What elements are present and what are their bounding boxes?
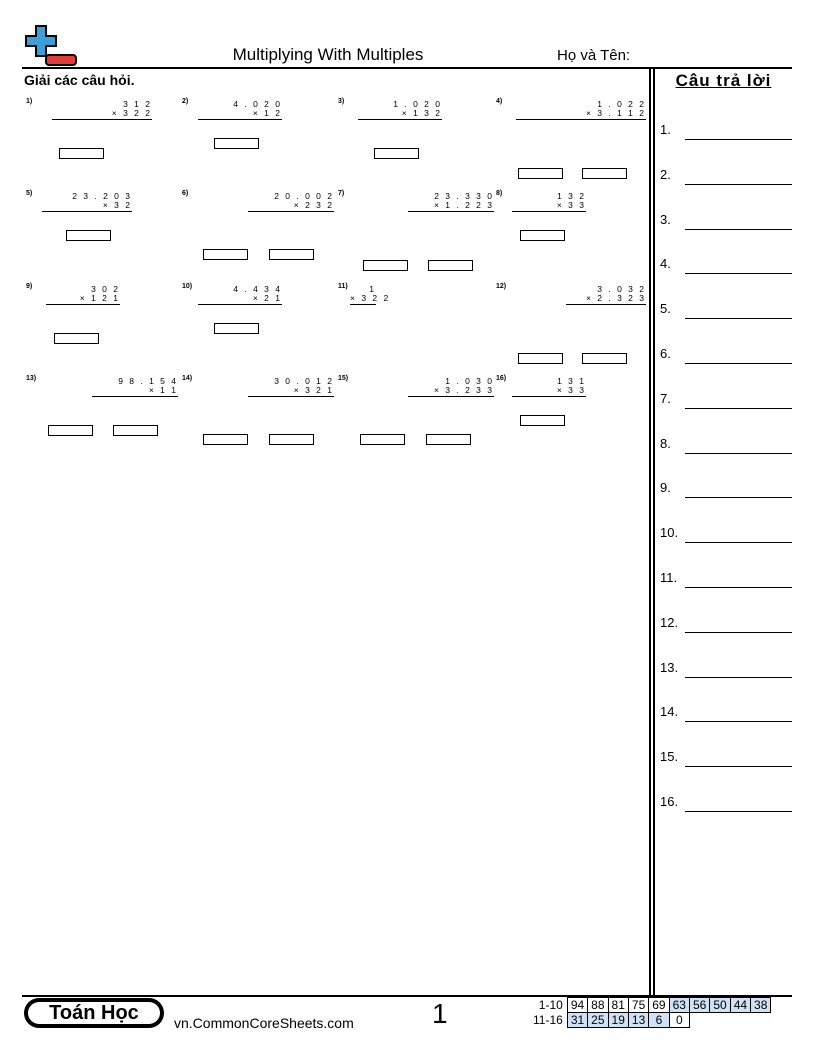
problem (182, 98, 332, 178)
multiplier: × 1 2 1 (46, 293, 120, 305)
multiplier: × 1 2 (198, 108, 282, 120)
answer-number: 5. (660, 301, 671, 317)
work-box[interactable] (428, 260, 473, 271)
score-cell: 0 (669, 1013, 689, 1028)
answer-row (660, 210, 792, 230)
problem (26, 375, 176, 455)
answer-row (660, 702, 792, 722)
multiplicand: 3 0 2 (91, 284, 120, 294)
answer-blank[interactable] (685, 453, 792, 454)
problem-number: 13) (26, 375, 37, 382)
answer-number: 4. (660, 256, 671, 272)
work-box[interactable] (582, 353, 627, 364)
answer-blank[interactable] (685, 184, 792, 185)
multiplicand: 2 3 . 3 3 0 (434, 191, 494, 201)
multiplicand: 2 3 . 2 0 3 (72, 191, 132, 201)
answer-row (660, 523, 792, 543)
multiplicand: 3 0 . 0 1 2 (274, 376, 334, 386)
score-cell: 50 (710, 998, 730, 1013)
answer-blank[interactable] (685, 677, 792, 678)
problem (496, 283, 646, 363)
problem-number: 12) (496, 283, 507, 290)
top-divider (22, 67, 792, 69)
multiplier: × 1 1 (92, 385, 178, 397)
multiplier: × 3 3 (512, 385, 586, 397)
multiplicand: 2 0 . 0 0 2 (274, 191, 334, 201)
answer-number: 2. (660, 166, 671, 182)
multiplicand: 3 1 2 (123, 99, 152, 109)
work-box[interactable] (582, 168, 627, 179)
score-cell: 75 (628, 998, 648, 1013)
multiplier: × 3 3 (512, 200, 586, 212)
work-box[interactable] (54, 333, 99, 344)
problem-number: 4) (496, 98, 503, 105)
multiplier: × 2 . 3 2 3 (566, 293, 646, 305)
problem (338, 375, 494, 455)
answer-number: 14. (660, 704, 679, 720)
answer-number: 9. (660, 480, 671, 496)
column-divider (653, 69, 655, 996)
work-box[interactable] (269, 249, 314, 260)
problem-number: 15) (338, 375, 349, 382)
multiplier: × 2 1 (198, 293, 282, 305)
answer-blank[interactable] (685, 408, 792, 409)
column-divider (649, 69, 651, 996)
work-box[interactable] (203, 249, 248, 260)
multiplier: × 3 2 1 (248, 385, 334, 397)
answer-row (660, 389, 792, 409)
problem (182, 283, 332, 363)
answer-blank[interactable] (685, 497, 792, 498)
problem-number: 14) (182, 375, 193, 382)
multiplicand: 1 . 0 3 0 (445, 376, 494, 386)
work-box[interactable] (518, 168, 563, 179)
multiplicand: 4 . 0 2 0 (233, 99, 282, 109)
problem (338, 283, 488, 363)
score-cell: 31 (567, 1013, 587, 1028)
answer-blank[interactable] (685, 273, 792, 274)
score-cell: 44 (730, 998, 750, 1013)
problem-number: 7) (338, 190, 345, 197)
work-box[interactable] (374, 148, 419, 159)
multiplicand: 4 . 4 3 4 (233, 284, 282, 294)
score-cell: 56 (689, 998, 709, 1013)
answer-blank[interactable] (685, 811, 792, 812)
problem-number: 8) (496, 190, 503, 197)
multiplier: × 2 3 2 (248, 200, 334, 212)
answer-number: 13. (660, 659, 679, 675)
problem-number: 2) (182, 98, 189, 105)
multiplicand: 1 . 0 2 2 (597, 99, 646, 109)
instructions: Giải các câu hỏi. (24, 72, 135, 88)
answer-number: 6. (660, 346, 671, 361)
answer-blank[interactable] (685, 363, 792, 364)
answer-row (660, 613, 792, 633)
multiplicand: 3 . 0 3 2 (597, 284, 646, 294)
answer-row (660, 254, 792, 274)
problem-number: 9) (26, 283, 33, 290)
multiplier: × 1 3 2 (358, 108, 442, 120)
score-cell: 81 (608, 998, 628, 1013)
work-box[interactable] (360, 434, 405, 445)
score-cell: 6 (649, 1013, 669, 1028)
brand-label: Toán Học (28, 1002, 160, 1024)
problem (26, 190, 176, 270)
multiplicand: 1 3 2 (557, 191, 586, 201)
work-box[interactable] (426, 434, 471, 445)
problem-number: 16) (496, 375, 507, 382)
multiplicand: 9 8 . 1 5 4 (118, 376, 178, 386)
answer-number: 16. (660, 794, 679, 809)
answer-number: 8. (660, 435, 671, 451)
score-row-label: 11-16 (533, 1013, 563, 1027)
answer-number: 1. (660, 122, 671, 137)
problem (496, 98, 646, 178)
problem-number: 11) (338, 283, 348, 290)
work-box[interactable] (48, 425, 93, 436)
multiplier: × 3 2 2 (52, 108, 152, 120)
answer-blank[interactable] (685, 632, 792, 633)
multiplicand: 1 3 1 (557, 376, 586, 386)
answer-row (660, 478, 792, 498)
score-cell: 25 (588, 1013, 608, 1028)
answer-blank[interactable] (685, 229, 792, 230)
multiplier: × 3 2 2 (350, 293, 391, 303)
work-box[interactable] (59, 148, 104, 159)
multiplicand: 1 . 0 2 0 (393, 99, 442, 109)
problem (338, 190, 494, 270)
work-box[interactable] (518, 353, 563, 364)
answer-blank[interactable] (685, 542, 792, 543)
page-title: Multiplying With Multiples (232, 45, 424, 64)
multiplier: × 3 2 (42, 200, 132, 212)
work-box[interactable] (520, 230, 565, 241)
answer-blank[interactable] (685, 318, 792, 319)
problem (182, 375, 332, 455)
score-cell: 94 (567, 998, 587, 1013)
problem (496, 375, 646, 455)
answer-number: 3. (660, 211, 671, 227)
answer-row (660, 434, 792, 454)
score-cell: 38 (751, 998, 771, 1013)
work-box[interactable] (66, 230, 111, 241)
score-cell: 69 (649, 998, 669, 1013)
answer-row (660, 568, 792, 588)
work-box[interactable] (520, 415, 565, 426)
multiplicand: 1 (369, 284, 376, 294)
answer-row (660, 299, 792, 319)
answer-number: 15. (660, 749, 679, 765)
score-cell: 13 (628, 1013, 648, 1028)
problem-number: 6) (182, 190, 189, 197)
score-cell: 88 (588, 998, 608, 1013)
answer-number: 7. (660, 390, 671, 406)
multiplier: × 3 . 1 1 2 (516, 108, 646, 120)
answer-blank[interactable] (685, 721, 792, 722)
score-table (530, 997, 771, 1028)
work-box[interactable] (203, 434, 248, 445)
score-row (530, 998, 771, 1013)
page-number: 1 (432, 998, 448, 1029)
answer-blank[interactable] (685, 139, 792, 140)
answer-blank[interactable] (685, 587, 792, 588)
work-box[interactable] (113, 425, 158, 436)
name-label: Họ và Tên: (557, 47, 631, 64)
score-row (530, 1013, 771, 1028)
answer-number: 10. (660, 525, 679, 541)
brand-badge (24, 998, 164, 1028)
work-box[interactable] (214, 323, 259, 334)
work-box[interactable] (269, 434, 314, 445)
answer-number: 11. (660, 570, 678, 585)
answer-blank[interactable] (685, 766, 792, 767)
answer-number: 12. (660, 614, 679, 630)
score-cell: 63 (669, 998, 689, 1013)
score-row-label: 1-10 (538, 998, 563, 1012)
score-cell: 19 (608, 1013, 628, 1028)
answer-row (660, 165, 792, 185)
problem-number: 5) (26, 190, 33, 197)
multiplier: × 1 . 2 2 3 (408, 200, 494, 212)
problem (496, 190, 646, 270)
problem-number: 10) (182, 283, 193, 290)
answer-row (660, 747, 792, 767)
problem (26, 98, 176, 178)
answer-row (660, 344, 792, 364)
answer-row (660, 658, 792, 678)
problem (182, 190, 332, 270)
problem (26, 283, 176, 363)
multiplier: × 3 . 2 3 3 (408, 385, 494, 397)
work-box[interactable] (363, 260, 408, 271)
answer-row (660, 792, 792, 812)
problem-number: 1) (26, 98, 33, 105)
site-url: vn.CommonCoreSheets.com (174, 1015, 354, 1031)
answer-panel-title: Câu trả lời (675, 71, 772, 90)
problem-number: 3) (338, 98, 345, 105)
work-box[interactable] (214, 138, 259, 149)
answer-row (660, 120, 792, 140)
problem (338, 98, 488, 178)
